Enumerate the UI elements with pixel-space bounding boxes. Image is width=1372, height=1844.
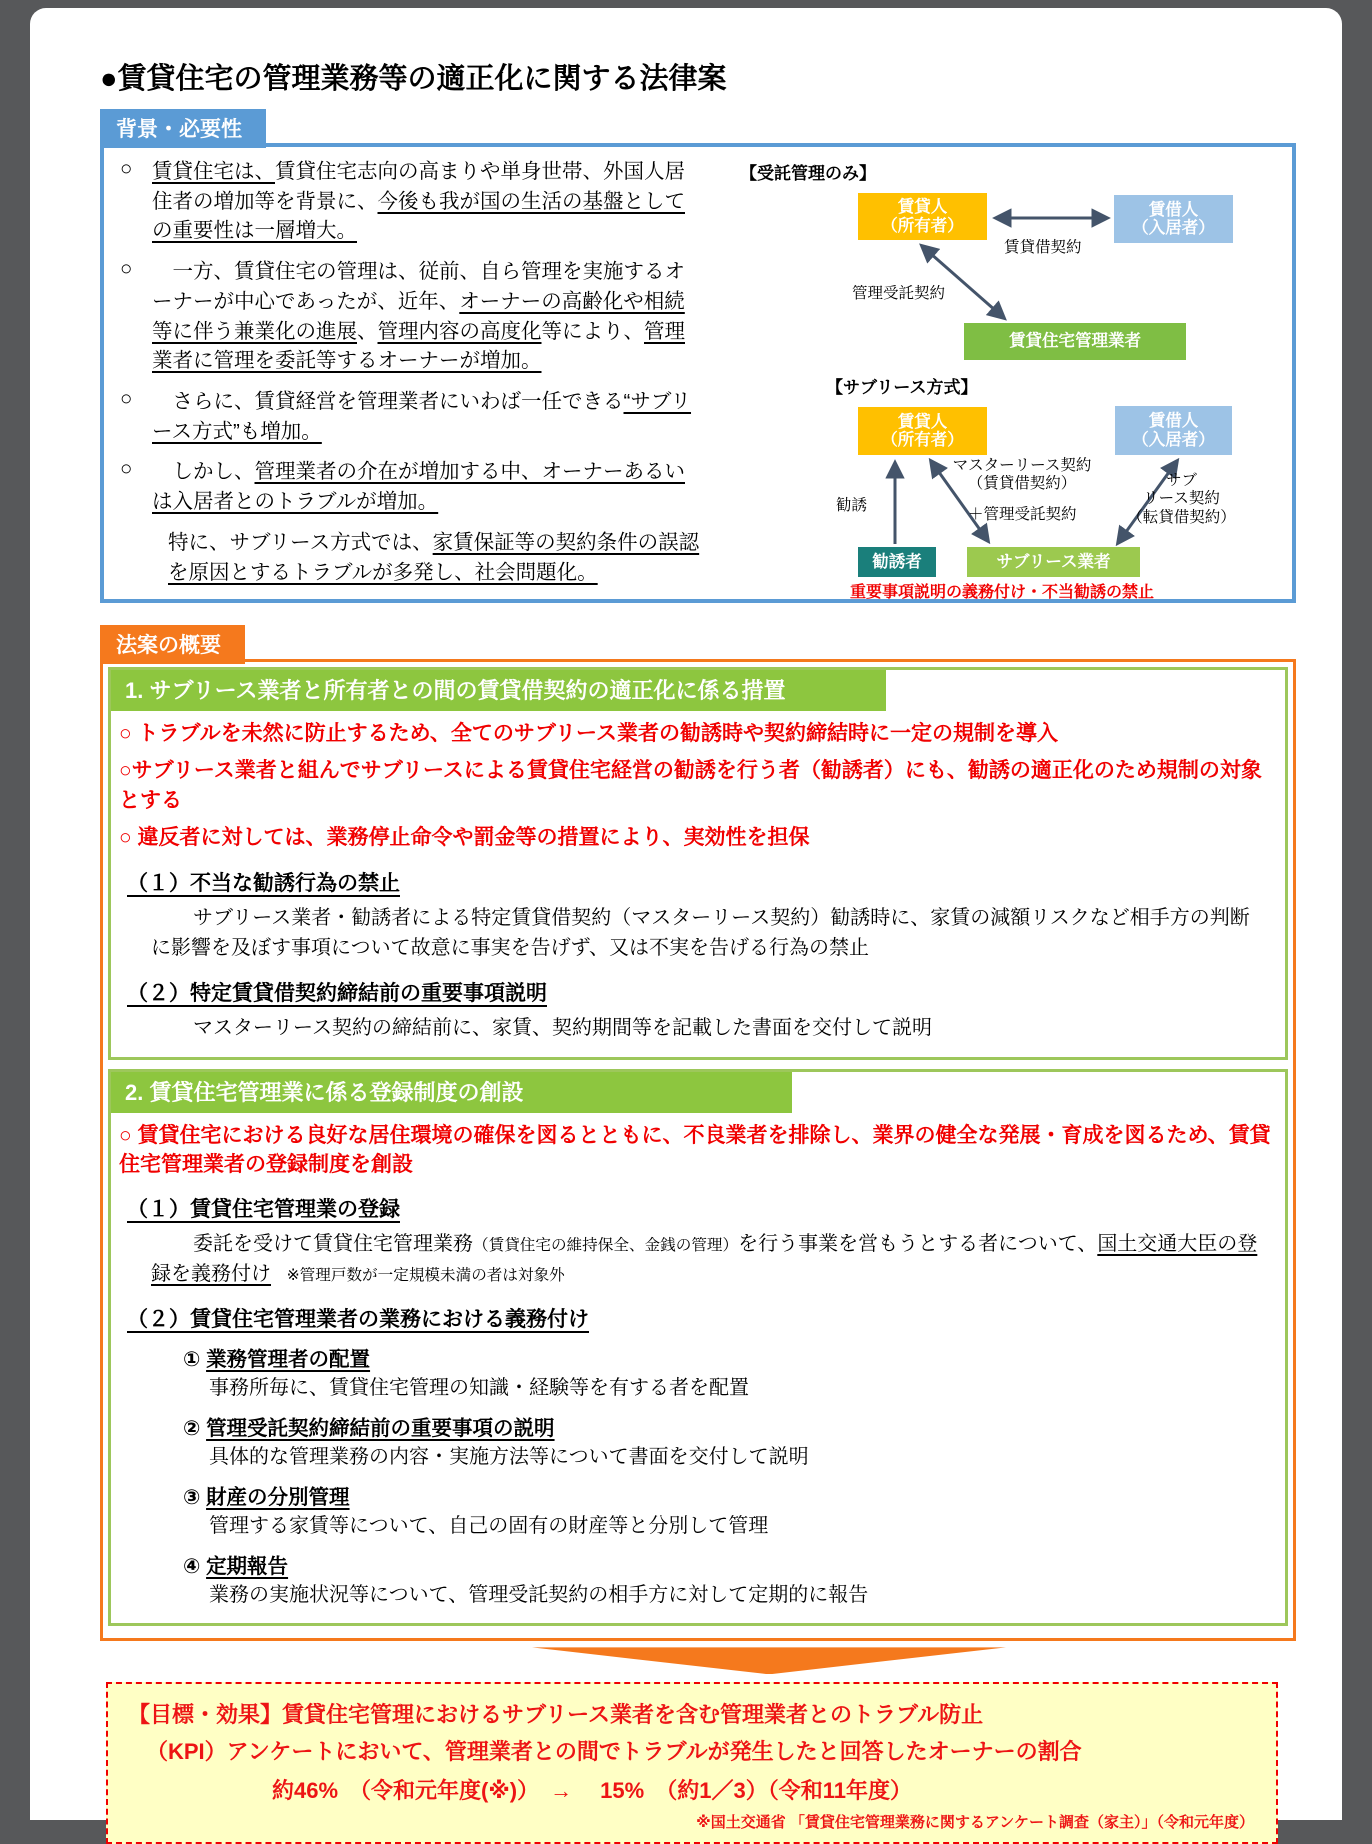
- subsection2-heading: 2. 賃貸住宅管理業に係る登録制度の創設: [111, 1072, 792, 1113]
- bullet-marker: ○: [120, 457, 133, 481]
- scheme1-lessor-box: [858, 193, 987, 240]
- red-bullet: ○ 違反者に対しては、業務停止命令や罰金等の措置により、実効性を担保: [119, 826, 810, 850]
- item-body: 委託を受けて賃貸住宅管理業務（賃貸住宅の維持保全、金銭の管理）を行う事業を営もうとする者について、国土交通大臣の登録を義務付け ※管理戸数が一定規模未満の者は対象外: [151, 1233, 1258, 1286]
- duty-title: 定期報告: [206, 1555, 289, 1579]
- bullet-marker: ○: [120, 257, 133, 281]
- scheme2-lessor-box: [858, 407, 987, 455]
- sublessor-box: [967, 547, 1140, 577]
- trust-contract-label: 管理受託契約: [852, 285, 946, 302]
- lessor-label-line2: （所有者）: [881, 216, 964, 235]
- outline-subsection-1: [108, 667, 1288, 1060]
- duty-body: 具体的な管理業務の内容・実施方法等について書面を交付して説明: [209, 1446, 809, 1469]
- sublessor-label: サブリース業者: [996, 552, 1111, 571]
- tenant-label-line1: 賃借人: [1148, 412, 1199, 431]
- lessor-label-line1: 賃貸人: [897, 412, 948, 431]
- scheme1-manager-box: [964, 323, 1186, 360]
- tenant-label-line1: 賃借人: [1148, 200, 1199, 219]
- background-bullet-2: [116, 257, 702, 376]
- item-title: （１）賃貸住宅管理業の登録: [127, 1198, 400, 1222]
- solicitation-label: 勧誘: [836, 497, 868, 514]
- goal-line: 【目標・効果】賃貸住宅管理におけるサブリース業者を含む管理業者とのトラブル防止: [128, 1702, 984, 1728]
- goal-effect-box: [106, 1682, 1278, 1844]
- outline-header-tab: 法案の概要: [100, 625, 245, 664]
- scheme2-caption: 【サブリース方式】: [826, 378, 978, 397]
- scheme2-tenant-box: [1115, 406, 1232, 455]
- duty-title: 財産の分別管理: [206, 1486, 350, 1510]
- tenant-label-line2: （入居者）: [1132, 219, 1215, 237]
- lease-contract-label: 賃貸借契約: [1004, 239, 1082, 256]
- red-bullet: ○ トラブルを未然に防止するため、全てのサブリース業者の勧誘時や契約締結時に一定の規制を導入: [119, 722, 1058, 745]
- kpi-footnote: ※国土交通省 「賃貸住宅管理業務に関するアンケート調査（家主）」（令和元年度）: [696, 1814, 1254, 1832]
- background-text-column: [104, 147, 702, 593]
- background-bullet-4: [116, 457, 702, 516]
- red-bullet: ○ 賃貸住宅における良好な居住環境の確保を図るとともに、不良業者を排除し、業界の健全な発展・育成を図るため、賃貸住宅管理業者の登録制度を創設: [119, 1123, 1271, 1176]
- red-bullet: ○サブリース業者と組んでサブリースによる賃貸住宅経営の勧誘を行う者（勧誘者）にも、勧誘の適正化のため規制の対象とする: [119, 759, 1262, 812]
- bullet-text: 賃貸住宅は、賃貸住宅志向の高まりや単身世帯、外国人居住者の増加等を背景に、今後も我が国の生活の基盤としての重要性は一層増大。: [152, 160, 685, 243]
- duty-number: ④: [183, 1555, 201, 1579]
- duty-number: ③: [183, 1486, 201, 1510]
- diagram-regulation-note: 重要事項説明の義務付け・不当勧誘の禁止: [849, 584, 1154, 601]
- duty-body: 業務の実施状況等について、管理受託契約の相手方に対して定期的に報告: [209, 1584, 869, 1607]
- background-bullet-1: [116, 157, 702, 246]
- page-title: ●賃貸住宅の管理業務等の適正化に関する法律案: [100, 63, 727, 95]
- duty-item-3: [183, 1480, 1285, 1540]
- master-lease-label: マスターリース契約 （賃貸借契約）: [952, 457, 1092, 493]
- outline-subsection-2: [108, 1069, 1288, 1627]
- outline-panel: [100, 659, 1296, 1641]
- duty-body: 事務所毎に、賃貸住宅管理の知識・経験等を有する者を配置: [209, 1377, 749, 1400]
- plus-trust-contract-label: ＋管理受託契約: [968, 506, 1077, 523]
- item-title: （１）不当な勧誘行為の禁止: [127, 871, 400, 895]
- down-arrow-shape: [532, 1647, 1006, 1674]
- duty-title: 業務管理者の配置: [206, 1348, 371, 1372]
- background-note: 特に、サブリース方式では、家賃保証等の契約条件の誤認を原因とするトラブルが多発し、社会問題化。: [168, 530, 700, 584]
- duty-item-1: [183, 1342, 1285, 1402]
- duty-number: ②: [183, 1417, 201, 1441]
- item-title: （２）賃貸住宅管理業者の業務における義務付け: [127, 1308, 589, 1332]
- solicitor-box: [858, 547, 936, 577]
- scheme1-caption: 【受託管理のみ】: [740, 164, 876, 183]
- background-section: [100, 109, 1296, 603]
- lessor-label-line1: 賃貸人: [897, 198, 948, 217]
- sublease-contract-label: サブ リース契約 （転貸借契約）: [1127, 472, 1236, 526]
- duty-title: 管理受託契約締結前の重要事項の説明: [206, 1417, 555, 1441]
- lessor-label-line2: （所有者）: [881, 431, 964, 449]
- bullet-marker: ○: [120, 387, 133, 411]
- manager-label: 賃貸住宅管理業者: [1009, 332, 1141, 351]
- background-panel: [100, 143, 1296, 603]
- bullet-text: さらに、賃貸経営を管理業者にいわば一任できる“サブリース方式”も増加。: [152, 390, 692, 443]
- scheme1-tenant-box: [1114, 195, 1233, 243]
- duty-item-4: [183, 1549, 1285, 1609]
- duty-body: 管理する家賃等について、自己の固有の財産等と分別して管理: [209, 1515, 769, 1538]
- kpi-values-line: 約46% （令和元年度(※)） → 15% （約1／3）（令和11年度）: [272, 1778, 912, 1804]
- item-body: サブリース業者・勧誘者による特定賃貸借契約（マスターリース契約）勧誘時に、家賃の減額リスクなど相手方の判断に影響を及ぼす事項について故意に事実を告げず、又は不実を告げる行為の禁止: [151, 906, 1250, 959]
- document-page: [30, 8, 1342, 1832]
- management-schemes-diagram: [704, 147, 1256, 605]
- bullet-text: 一方、賃貸住宅の管理は、従前、自ら管理を実施するオーナーが中心であったが、近年、オーナーの高齢化や相続等に伴う兼業化の進展、管理内容の高度化等により、管理業者に管理を委託等するオーナーが増加。: [152, 260, 685, 373]
- background-bullet-3: [116, 387, 702, 446]
- bullet-text: しかし、管理業者の介在が増加する中、オーナーあるいは入居者とのトラブルが増加。: [152, 460, 685, 514]
- bullet-marker: ○: [120, 157, 133, 180]
- tenant-label-line2: （入居者）: [1132, 430, 1215, 449]
- item-body: マスターリース契約の締結前に、家賃、契約期間等を記載した書面を交付して説明: [193, 1016, 932, 1039]
- background-header-tab: 背景・必要性: [100, 109, 266, 148]
- outline-section: [100, 625, 1296, 1674]
- duty-number: ①: [183, 1348, 201, 1372]
- solicitor-label: 勧誘者: [872, 552, 922, 571]
- subsection1-heading: 1. サブリース業者と所有者との間の賃貸借契約の適正化に係る措置: [111, 670, 886, 711]
- duty-item-2: [183, 1411, 1285, 1471]
- kpi-line: （KPI）アンケートにおいて、管理業者との間でトラブルが発生したと回答したオーナーの割合: [146, 1739, 1082, 1765]
- item-title: （２）特定賃貸借契約締結前の重要事項説明: [127, 981, 547, 1005]
